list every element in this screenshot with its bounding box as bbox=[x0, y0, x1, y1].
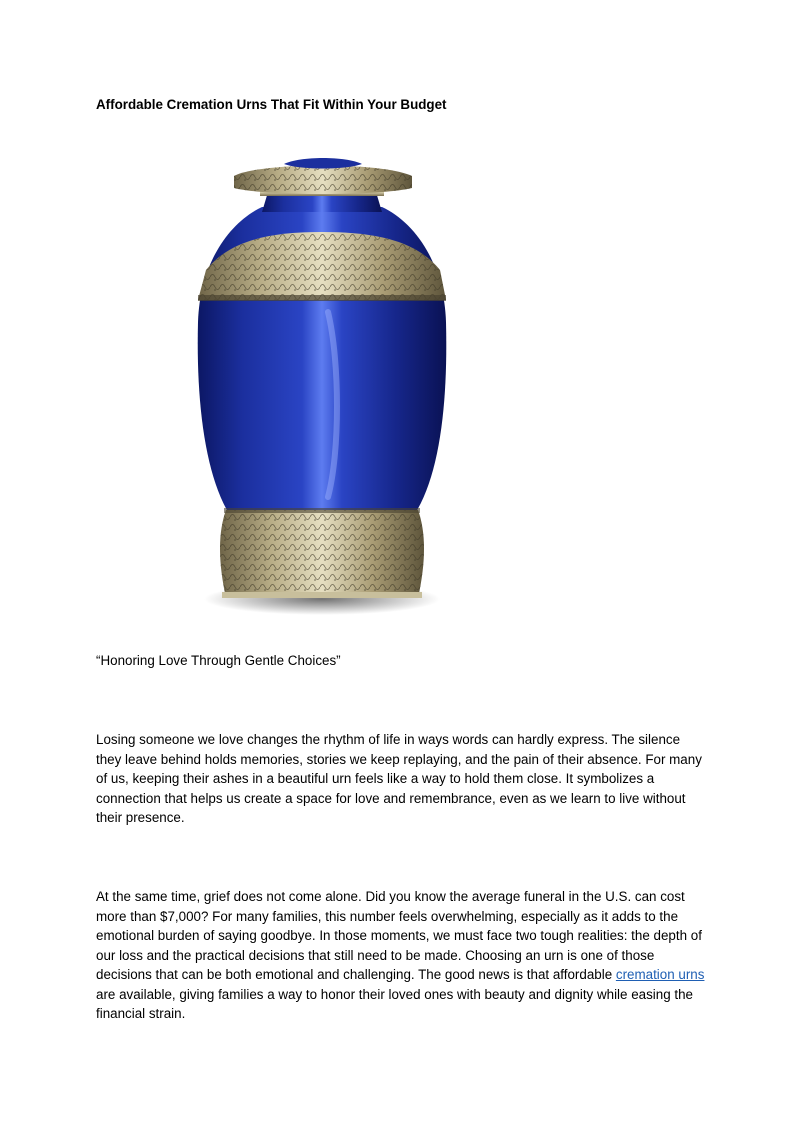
quote-text: “Honoring Love Through Gentle Choices” bbox=[96, 653, 341, 668]
urn-image bbox=[190, 152, 460, 622]
page-title: Affordable Cremation Urns That Fit Within Your Budget bbox=[96, 97, 447, 112]
urn-icon bbox=[190, 152, 460, 622]
paragraph-2-text-after: are available, giving families a way to honor their loved ones with beauty and dignity while easing the financial strain. bbox=[96, 986, 693, 1021]
paragraph-1: Losing someone we love changes the rhythm of life in ways words can hardly express. The silence they leave behind holds memories, stories we keep replaying, and the pain of their absence. For many of us, keeping their ashes in a beautiful urn feels like a way to hold them close. It symbolizes a connection that helps us create a space for love and remembrance, even as we learn to live without their presence. bbox=[96, 732, 702, 825]
paragraph-2 bbox=[96, 887, 708, 1024]
cremation-urns-link[interactable]: cremation urns bbox=[615, 967, 705, 982]
paragraph-2-text-before: At the same time, grief does not come alone. Did you know the average funeral in the U.S. can cost more than $7,000? For many families, this number feels overwhelming, especially as it adds to the emotional burden of saying goodbye. In those moments, we must face two tough realities: the depth of our loss and the practical decisions that still need to be made. Choosing an urn is one of those decisions that can be both emotional and challenging. The good news is that affordable bbox=[96, 889, 702, 982]
